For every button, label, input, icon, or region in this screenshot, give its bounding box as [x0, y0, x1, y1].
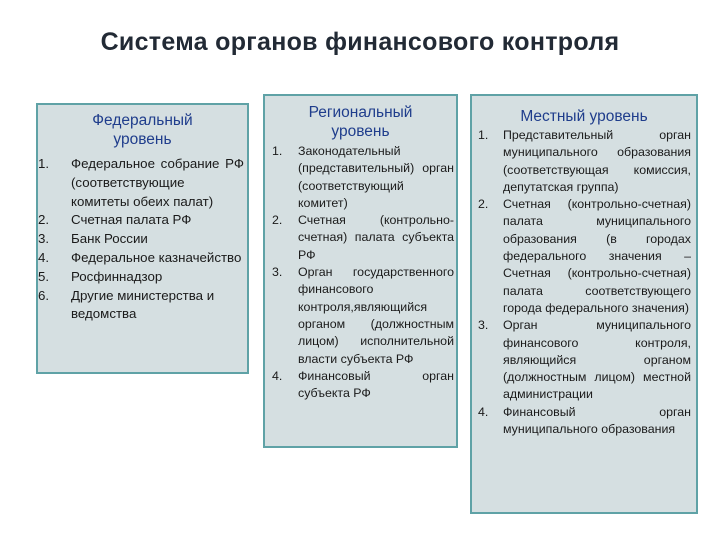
federal-title-line2: уровень [113, 131, 172, 148]
item-text: Росфиннадзор [71, 268, 163, 284]
item-number: 4. [272, 368, 283, 383]
list-item [473, 404, 691, 439]
list-item [38, 268, 244, 287]
item-text: Финансовый орган субъекта РФ [298, 368, 454, 401]
list-item [38, 230, 244, 249]
item-number: 3. [38, 231, 50, 247]
item-number: 2. [272, 213, 283, 228]
item-number: 6. [38, 287, 50, 303]
item-text: Федеральное казначейство [71, 249, 242, 265]
federal-level-list [38, 155, 244, 324]
list-item [266, 264, 454, 368]
item-number: 3. [272, 265, 283, 280]
regional-level-list [266, 143, 454, 402]
list-item [266, 143, 454, 212]
item-number: 1. [272, 144, 283, 158]
item-text: Орган муниципального финансового контроля, являющийся органом (должностным лицом) местной администрации [503, 318, 691, 402]
item-text: Счетная палата РФ [71, 212, 192, 228]
item-number: 3. [478, 318, 489, 333]
item-number: 5. [38, 268, 50, 284]
page-title: Система органов финансового контроля [100, 28, 620, 56]
item-text: Орган государственного финансового контроля,являющийся органом (должностным лицом) исполнительной власти субъекта РФ [298, 265, 454, 366]
list-item [473, 317, 691, 403]
item-text: Счетная (контрольно-счетная) палата субъекта РФ [298, 213, 454, 262]
regional-level-title [263, 103, 458, 141]
item-text: Финансовый орган муниципального образования [503, 404, 691, 437]
item-text: Счетная (контрольно-счетная) палата муниципального образования (в городах федерального значения – Счетная (контрольно-счетная) палата соответствующего города федерального значения) [503, 197, 691, 315]
list-item [266, 368, 454, 403]
item-number: 2. [478, 197, 489, 212]
list-item [38, 211, 244, 230]
item-number: 4. [38, 249, 50, 265]
list-item [266, 212, 454, 264]
list-item [473, 196, 691, 317]
local-level-title: Местный уровень [520, 108, 648, 125]
item-text: Федеральное собрание РФ (соответствующие комитеты обеих палат) [71, 156, 244, 209]
item-number: 1. [478, 128, 489, 142]
regional-title-line1: Региональный [308, 104, 413, 121]
item-number: 4. [478, 404, 489, 419]
regional-title-line2: уровень [331, 123, 390, 140]
list-item [38, 155, 244, 211]
list-item [38, 249, 244, 268]
federal-title-line1: Федеральный [92, 112, 193, 129]
item-text: Законодательный (представительный) орган (соответствующий комитет) [298, 144, 454, 210]
item-text: Представительный орган муниципального образования (соответствующая комиссия, депутатская группа) [503, 128, 691, 194]
item-number: 2. [38, 212, 50, 228]
federal-level-title [36, 111, 249, 149]
list-item [38, 287, 244, 325]
local-level-list [473, 127, 691, 438]
item-text: Банк России [71, 231, 148, 247]
list-item [473, 127, 691, 196]
item-number: 1. [38, 156, 50, 171]
item-text: Другие министерства и ведомства [71, 287, 215, 322]
